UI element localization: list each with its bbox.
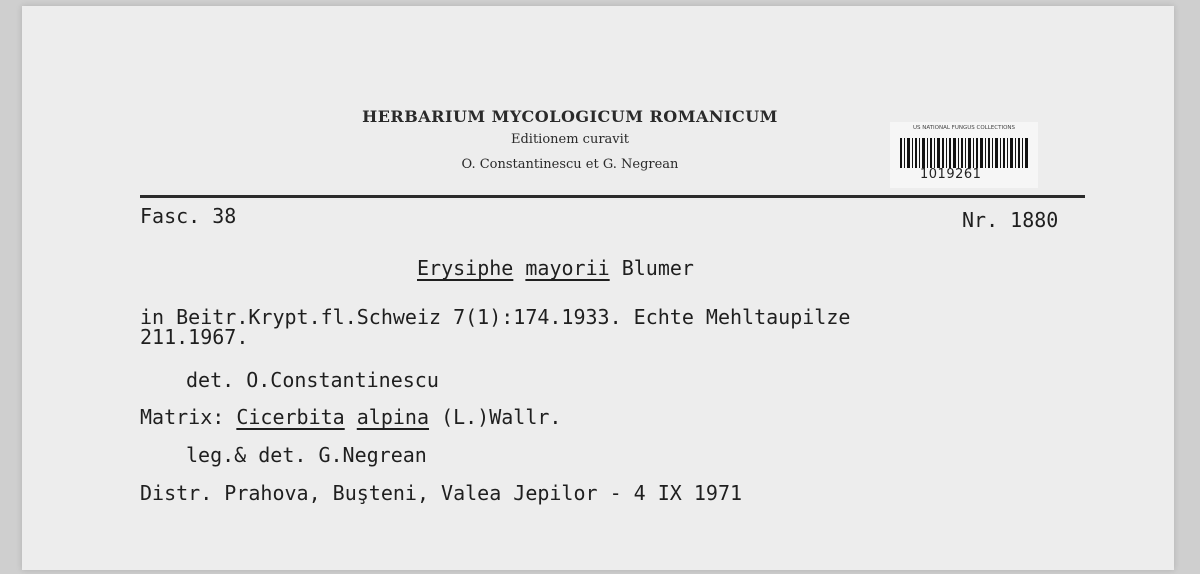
herbarium-subtitle: Editionem curavit: [510, 132, 630, 147]
barcode-label: [890, 122, 1038, 188]
taxon-genus: Erysiphe: [417, 256, 514, 280]
host-species: alpina: [356, 405, 430, 429]
host-genus: Cicerbita: [236, 405, 345, 429]
matrix-prefix: Matrix:: [140, 405, 225, 429]
taxon-author: Blumer: [621, 256, 694, 280]
barcode-caption: US NATIONAL FUNGUS COLLECTIONS: [912, 125, 1016, 131]
barcode-number: 1019261: [920, 167, 982, 182]
taxon-name: [417, 257, 694, 279]
citation-line-2: 211.1967.: [140, 325, 249, 349]
fascicle-number: Fasc. 38: [140, 204, 237, 228]
header-divider: [140, 195, 1085, 198]
herbarium-editors: O. Constantinescu et G. Negrean: [461, 157, 679, 172]
barcode-icon: [900, 138, 1030, 168]
exsiccata-number: Nr. 1880: [962, 208, 1059, 232]
host-author: (L.)Wallr.: [441, 405, 562, 429]
taxon-species: mayorii: [525, 256, 610, 280]
herbarium-title: HERBARIUM MYCOLOGICUM ROMANICUM: [362, 107, 778, 126]
citation-line-1: in Beitr.Krypt.fl.Schweiz 7(1):174.1933. Echte Mehltaupilze: [140, 305, 851, 329]
label-header: [330, 105, 810, 179]
locality: Distr. Prahova, Buşteni, Valea Jepilor - 4 IX 1971: [140, 481, 743, 505]
determiner: det. O.Constantinescu: [186, 368, 439, 392]
matrix-line: [140, 406, 561, 428]
collector: leg.& det. G.Negrean: [186, 443, 427, 467]
